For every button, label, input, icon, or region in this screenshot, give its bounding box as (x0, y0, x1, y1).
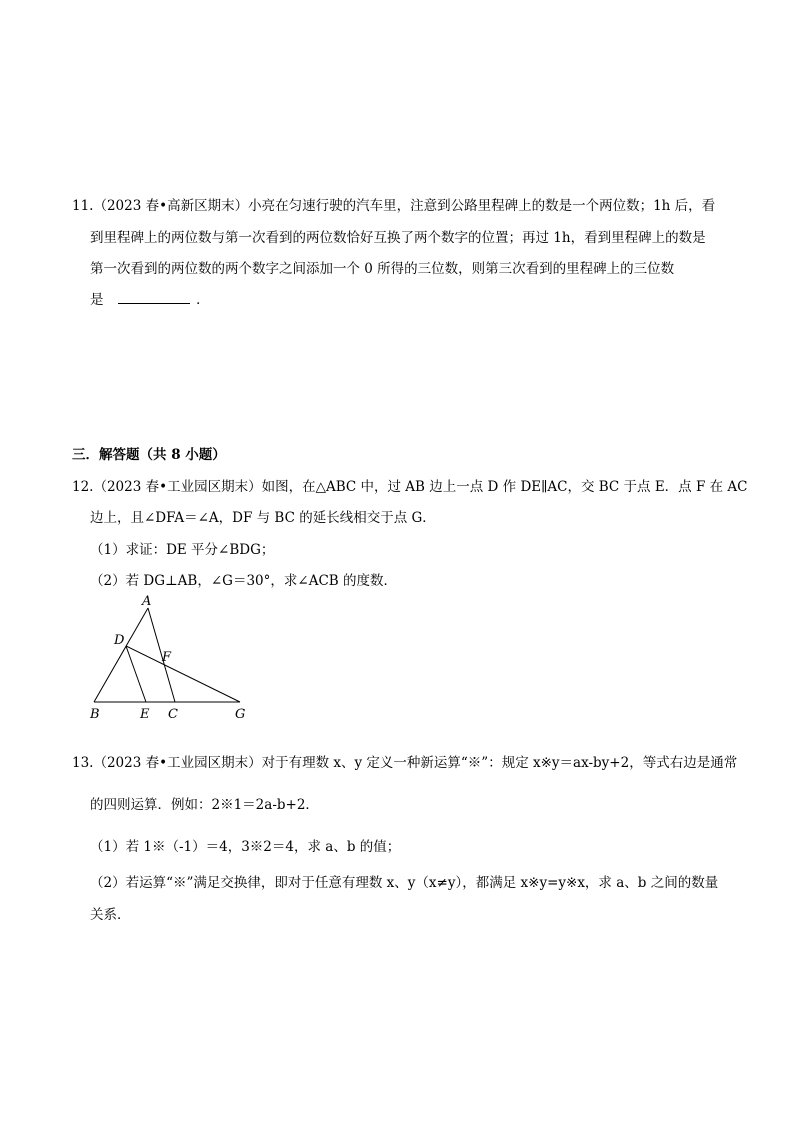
label-B: B (90, 707, 100, 722)
q13-part1: （1）若 1※（-1）＝4，3※2＝4，求 a、b 的值； (90, 839, 401, 855)
answer-blank[interactable] (118, 291, 190, 304)
q13-part2: （2）若运算“※”满足交换律，即对于任意有理数 x、y（x≠y），都满足 x※y=y※x，求 a、b 之间的数量 (90, 875, 719, 891)
q12-part1: （1）求证：DE 平分∠BDG； (90, 542, 275, 558)
label-C: C (168, 707, 178, 722)
q12-part2: （2）若 DG⊥AB，∠G＝30°，求∠ACB 的度数． (90, 573, 397, 589)
q11-line3: 第一次看到的两位数的两个数字之间添加一个 0 所得的三位数，则第三次看到的里程碑上的三位数 (90, 261, 675, 277)
q12-line2: 边上，且∠DFA＝∠A，DF 与 BC 的延长线相交于点 G． (90, 510, 436, 526)
q13-line2: 的四则运算．例如：2※1＝2a-b+2． (90, 797, 319, 813)
q11-line1: 11.（2023 春•高新区期末）小亮在匀速行驶的汽车里，注意到公路里程碑上的数是一个两位数；1h 后，看 (72, 198, 716, 214)
label-E: E (140, 707, 150, 722)
q13-part2-cont: 关系． (90, 907, 131, 923)
section-title: 三．解答题（共 8 小题） (72, 447, 226, 463)
q11-line4 (90, 291, 210, 309)
q11-line4-suffix: ． (196, 292, 210, 308)
label-A: A (142, 594, 152, 609)
label-G: G (235, 707, 246, 722)
q13-line1: 13.（2023 春•工业园区期末）对于有理数 x、y 定义一种新运算“※”：规定 x※y＝ax-by+2，等式右边是通常 (72, 755, 738, 771)
q11-line2: 到里程碑上的两位数与第一次看到的两位数恰好互换了两个数字的位置；再过 1h，看到里程碑上的数是 (90, 230, 706, 246)
label-F: F (162, 650, 172, 665)
triangle-figure (82, 594, 262, 724)
label-D: D (114, 633, 125, 648)
q11-line4-prefix: 是 (90, 292, 104, 308)
q12-line1: 12.（2023 春•工业园区期末）如图，在△ABC 中，过 AB 边上一点 D 作 DE∥AC，交 BC 于点 E．点 F 在 AC (72, 479, 748, 495)
